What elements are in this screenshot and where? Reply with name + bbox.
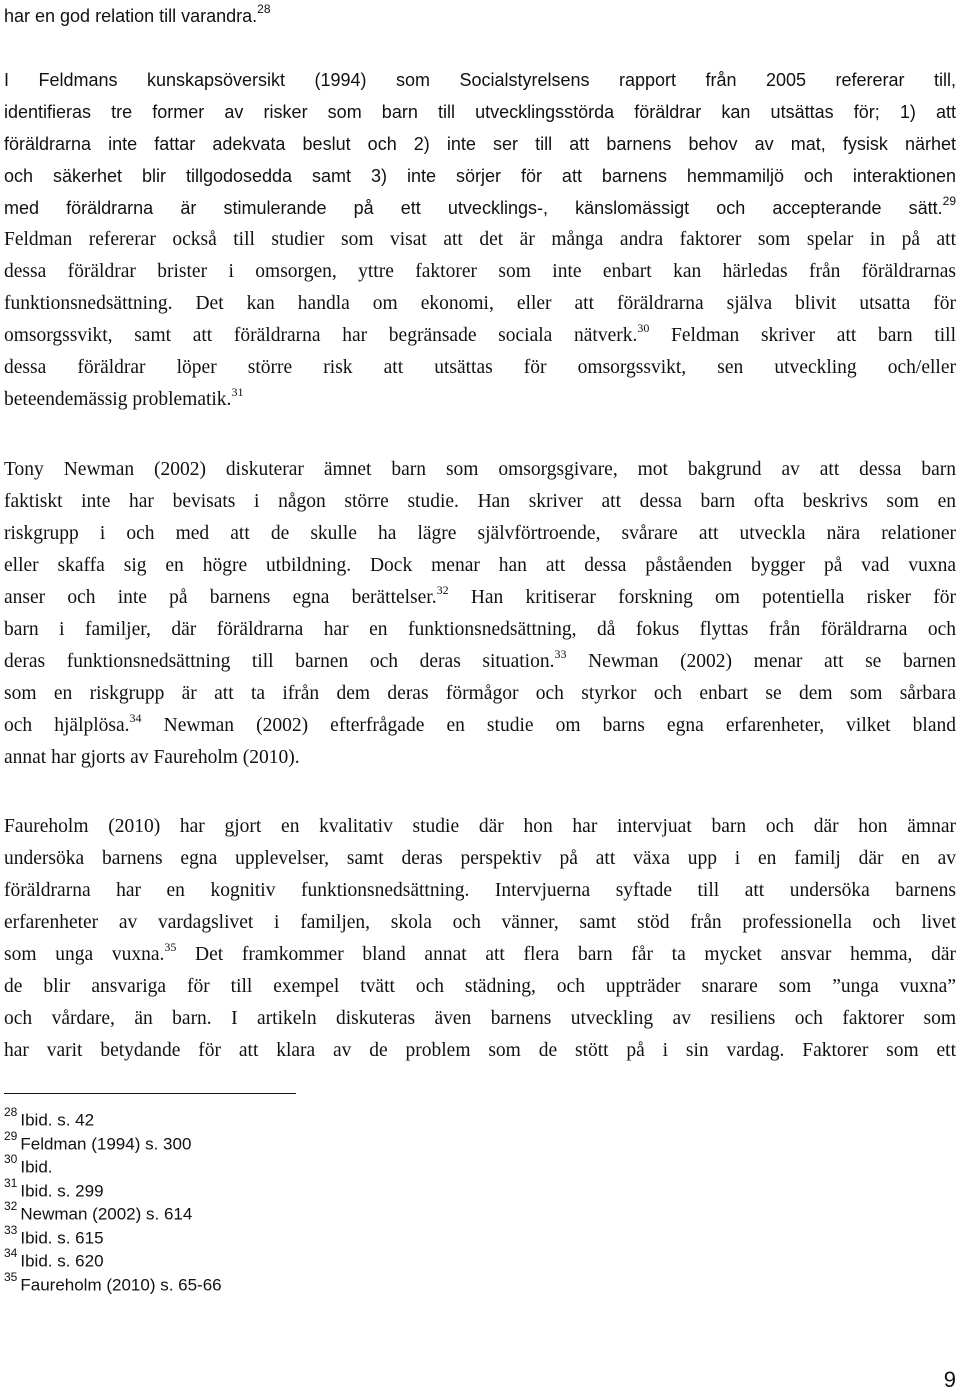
text-line: identifieras tre former av risker som barn till utvecklingsstörda föräldrar kan utsättas för; 1) att — [4, 102, 956, 122]
text-line: och vårdare, än barn. I artikeln diskuteras även barnens utveckling av resiliens och faktorer som — [4, 1008, 956, 1029]
footnote-ref: 30 — [637, 320, 650, 335]
text-line: föräldrarna har en kognitiv funktionsnedsättning. Intervjuerna syftade till att undersöka barnens — [4, 880, 956, 901]
text-line: som en riskgrupp är att ta ifrån dem deras förmågor och styrkor och enbart se dem som sårbara — [4, 683, 956, 704]
footnote-number: 33 — [4, 1222, 18, 1237]
footnote-text: Ibid. — [20, 1157, 53, 1177]
footnote-text: Feldman (1994) s. 300 — [20, 1134, 192, 1154]
text-line: dessa föräldrar löper större risk att utsättas för omsorgssvikt, sen utveckling och/eller — [4, 357, 956, 378]
footnote-ref: 32 — [436, 582, 449, 597]
footnote-text: Ibid. s. 299 — [20, 1181, 104, 1201]
text-line: riskgrupp i och med att de skulle ha lägre självförtroende, svårare att utveckla nära relationer — [4, 523, 956, 544]
text-line: de blir ansvariga för till exempel tvätt och städning, och uppträder snarare som ”unga vuxna” — [4, 976, 956, 997]
text-line: Faureholm (2010) har gjort en kvalitativ studie där hon har intervjuat barn och där hon ämnar — [4, 816, 956, 837]
text-line: beteendemässig problematik.$^{31}$ — [4, 384, 244, 410]
text-line: dessa föräldrar brister i omsorgen, yttre faktorer som inte enbart kan härledas från föräldrarnas — [4, 261, 956, 282]
footnote — [4, 1198, 222, 1222]
footnote-number: 29 — [4, 1128, 18, 1143]
paragraph-newman — [4, 454, 956, 774]
text-line: och säkerhet blir tillgodosedda samt 3) inte sörjer för att barnens hemmamiljö och interaktionen — [4, 166, 956, 186]
footnote-number: 34 — [4, 1246, 18, 1260]
footnote-text: Ibid. s. 42 — [20, 1110, 95, 1130]
text-line: I Feldmans kunskapsöversikt (1994) som Socialstyrelsens rapport från 2005 refererar till, — [4, 70, 956, 90]
footnote-ref: 28 — [257, 2, 271, 16]
footnotes — [4, 1104, 222, 1295]
text-line: som unga vuxna.$^{35}$ Det framkommer bland annat att flera barn får ta mycket ansvar hemma, där — [4, 939, 956, 965]
text-line: och hjälplösa.$^{34}$ Newman (2002) efterfrågade en studie om barns egna erfarenheter, vilket bland — [4, 710, 956, 736]
footnote-number: 30 — [4, 1152, 18, 1166]
text-line: föräldrarna inte fattar adekvata beslut och 2) inte ser till att barnens behov av mat, fysisk närhet — [4, 134, 956, 154]
paragraph-feldman — [4, 64, 956, 416]
text-line: anser och inte på barnens egna berättelser.$^{32}$ Han kritiserar forskning om potentiella risker för — [4, 582, 956, 608]
footnote-ref: 31 — [231, 384, 244, 399]
footnote — [4, 1151, 222, 1175]
footnote-ref: 33 — [554, 646, 567, 661]
footnote — [4, 1175, 222, 1199]
footnote-text: Ibid. s. 620 — [20, 1251, 104, 1271]
footnote-text: Ibid. s. 615 — [20, 1228, 104, 1248]
text-line: barn i familjer, där föräldrarna har en funktionsnedsättning, då fokus flyttas från föräldrarna och — [4, 619, 956, 640]
paragraph-continuation — [4, 0, 956, 32]
footnote-ref: 29 — [942, 194, 956, 208]
footnote-text: Faureholm (2010) s. 65-66 — [20, 1275, 222, 1295]
text-line: med föräldrarna är stimulerande på ett utvecklings-, känslomässigt och accepterande sätt.$^{29}$ — [4, 194, 956, 218]
text-line: funktionsnedsättning. Det kan handla om ekonomi, eller att föräldrarna själva blivit utsatta för — [4, 293, 956, 314]
text-line: annat har gjorts av Faureholm (2010). — [4, 747, 300, 768]
footnote — [4, 1128, 222, 1152]
text-line: faktiskt inte har bevisats i någon större studie. Han skriver att dessa barn ofta beskrivs som en — [4, 491, 956, 512]
text-line: undersöka barnens egna upplevelser, samt deras perspektiv på att växa upp i en familj där en av — [4, 848, 956, 869]
text-line: omsorgssvikt, samt att föräldrarna har begränsade sociala nätverk.$^{30}$ Feldman skriver att barn till — [4, 320, 956, 346]
footnote — [4, 1104, 222, 1128]
paragraph-faureholm — [4, 811, 956, 1067]
text-line: Tony Newman (2002) diskuterar ämnet barn som omsorgsgivare, mot bakgrund av att dessa barn — [4, 459, 956, 480]
footnote-number: 28 — [4, 1105, 18, 1119]
text-line: har en god relation till varandra.$^{28}$ — [4, 2, 271, 26]
footnote-ref: 35 — [164, 939, 177, 954]
footnote-ref: 34 — [129, 710, 142, 725]
footnote-number: 35 — [4, 1269, 18, 1284]
footnote-text: Newman (2002) s. 614 — [20, 1204, 193, 1224]
footnote-number: 32 — [4, 1199, 18, 1213]
text-line: har varit betydande för att klara av de problem som de stött på i sin vardag. Faktorer som ett — [4, 1040, 956, 1061]
footnote — [4, 1245, 222, 1269]
text-line: deras funktionsnedsättning till barnen och deras situation.$^{33}$ Newman (2002) menar att se barnen — [4, 646, 957, 672]
text-line: eller skaffa sig en högre utbildning. Dock menar han att dessa påståenden bygger på vad vuxna — [4, 555, 956, 576]
page-number: 9 — [943, 1367, 956, 1392]
footnote-separator — [4, 1093, 296, 1094]
text-line: erfarenheter av vardagslivet i familjen, skola och vänner, samt stöd från professionella och livet — [4, 912, 956, 933]
footnote — [4, 1269, 222, 1293]
footnote-number: 31 — [4, 1175, 18, 1190]
footnote — [4, 1222, 222, 1246]
text-line: Feldman refererar också till studier som visat att det är många andra faktorer som spelar in på att — [4, 229, 956, 250]
